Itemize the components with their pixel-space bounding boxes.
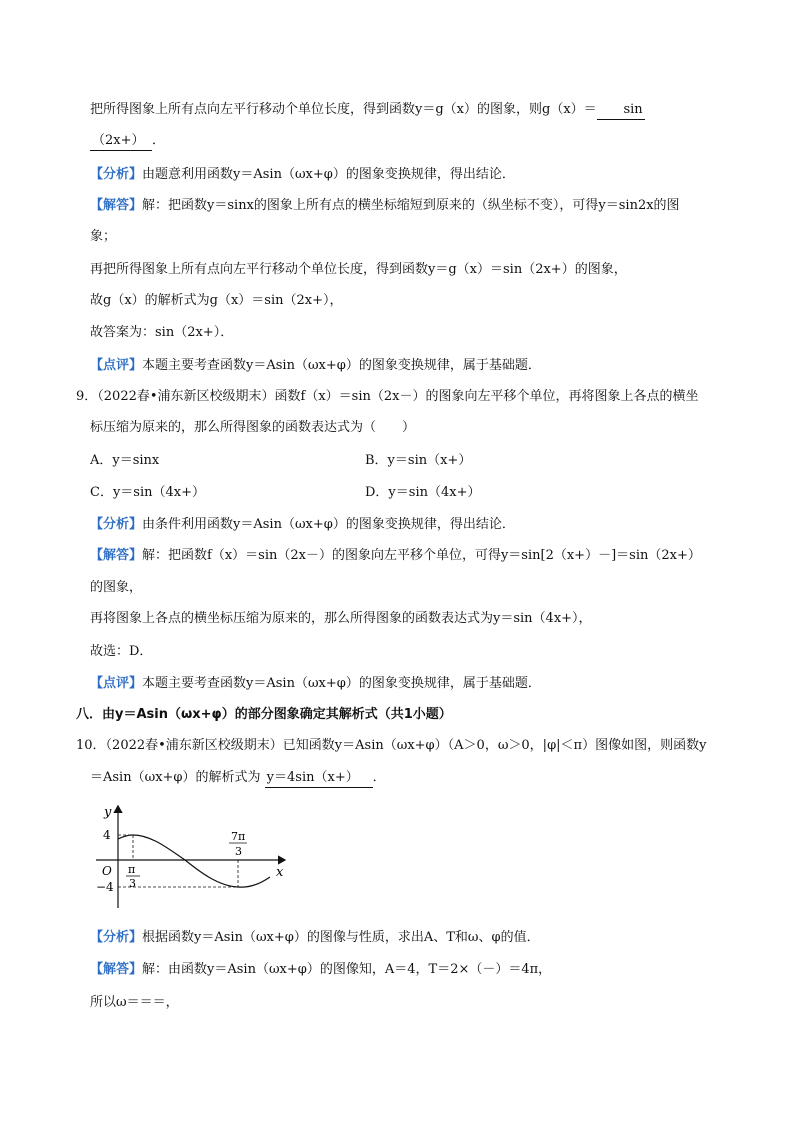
p8-solution-3: 再把所得图象上所有点向左平行移动个单位长度，得到函数y＝g（x）＝sin（2x+）的图象， (90, 262, 627, 277)
y-axis-label: y (104, 805, 112, 820)
p8-line1: 把所得图象上所有点向左平行移动个单位长度，得到函数y＝g（x）的图象，则g（x）＝ sin (90, 101, 645, 120)
q9-solution-4: 故选：D． (90, 644, 153, 659)
q9-stem-1: 9．（2022春•浦东新区校级期末）函数f（x）＝sin（2x－）的图象向左平移个单位，再将图象上各点的横坐 (76, 389, 699, 404)
y-min-label: −4 (96, 880, 114, 894)
comment-tag: 【点评】 (90, 358, 143, 373)
tick-7pi-3-den: 3 (235, 845, 242, 858)
solution-tag: 【解答】 (90, 548, 143, 563)
p8-solution-4: 故g（x）的解析式为g（x）＝sin（2x+）， (90, 293, 343, 308)
p8-analysis: 【分析】由题意利用函数y＝Asin（ωx+φ）的图象变换规律，得出结论． (90, 167, 515, 182)
sine-graph (90, 800, 290, 910)
y-max-label: 4 (103, 828, 111, 842)
analysis-tag: 【分析】 (90, 930, 143, 945)
p8-solution-1: 【解答】解：把函数y＝sinx的图象上所有点的横坐标缩短到原来的（纵坐标不变），可得y＝sin2x的图 (90, 198, 680, 213)
q9-option-d: D．y＝sin（4x+） (365, 485, 481, 500)
q10-solution-2: 所以ω＝＝＝， (90, 995, 179, 1010)
q9-solution-3: 再将图象上各点的横坐标压缩为原来的，那么所得图象的函数表达式为y＝sin（4x+）， (90, 611, 592, 626)
p8-answer-blank-2: （2x+） (90, 132, 152, 151)
q9-solution-1: 【解答】解：把函数f（x）＝sin（2x－）的图象向左平移个单位，可得y＝sin[2（x+）－]＝sin（2x+） (90, 548, 701, 563)
solution-tag: 【解答】 (90, 198, 143, 213)
q10-solution-1: 【解答】解：由函数y＝Asin（ωx+φ）的图像知，A＝4，T＝2×（－）＝4π， (90, 962, 552, 977)
p8-solution-2: 象； (90, 229, 117, 244)
q9-solution-2: 的图象， (90, 580, 143, 595)
q9-stem-2: 标压缩为原来的，那么所得图象的函数表达式为（ ） (90, 420, 416, 435)
analysis-tag: 【分析】 (90, 167, 143, 182)
analysis-tag: 【分析】 (90, 517, 143, 532)
tick-7pi-3-num: 7π (231, 830, 246, 843)
p8-solution-5: 故答案为：sin（2x+）． (90, 325, 234, 340)
q9-comment: 【点评】本题主要考查函数y＝Asin（ωx+φ）的图象变换规律，属于基础题． (90, 676, 541, 691)
q10-analysis: 【分析】根据函数y＝Asin（ωx+φ）的图像与性质，求出A、T和ω、φ的值． (90, 930, 540, 945)
origin-label: O (102, 864, 112, 878)
q9-option-c: C．y＝sin（4x+） (90, 485, 205, 500)
p8-answer-blank-1: sin (597, 101, 645, 120)
q10-stem-1: 10．（2022春•浦东新区校级期末）已知函数y＝Asin（ωx+φ）（A＞0，ω＞0，|φ|＜π）图像如图，则函数y (76, 738, 707, 753)
section-heading: 八．由y＝Asin（ωx+φ）的部分图象确定其解析式（共1小题） (76, 707, 452, 722)
p8-comment: 【点评】本题主要考查函数y＝Asin（ωx+φ）的图象变换规律，属于基础题． (90, 358, 541, 373)
sine-curve (118, 835, 270, 887)
q9-option-b: B．y＝sin（x+） (365, 453, 472, 468)
q10-stem-2: ＝Asin（ωx+φ）的解析式为 y＝4sin（x+） ． (90, 769, 386, 788)
tick-pi-3-den: 3 (129, 877, 136, 890)
q10-answer-blank: y＝4sin（x+） (265, 769, 373, 788)
p8-line2: （2x+） ． (90, 132, 165, 151)
solution-tag: 【解答】 (90, 962, 143, 977)
comment-tag: 【点评】 (90, 676, 143, 691)
x-axis-label: x (276, 865, 284, 880)
tick-pi-3-num: π (128, 863, 136, 876)
q9-option-a: A．y＝sinx (90, 453, 160, 468)
q9-analysis: 【分析】由条件利用函数y＝Asin（ωx+φ）的图象变换规律，得出结论． (90, 517, 515, 532)
